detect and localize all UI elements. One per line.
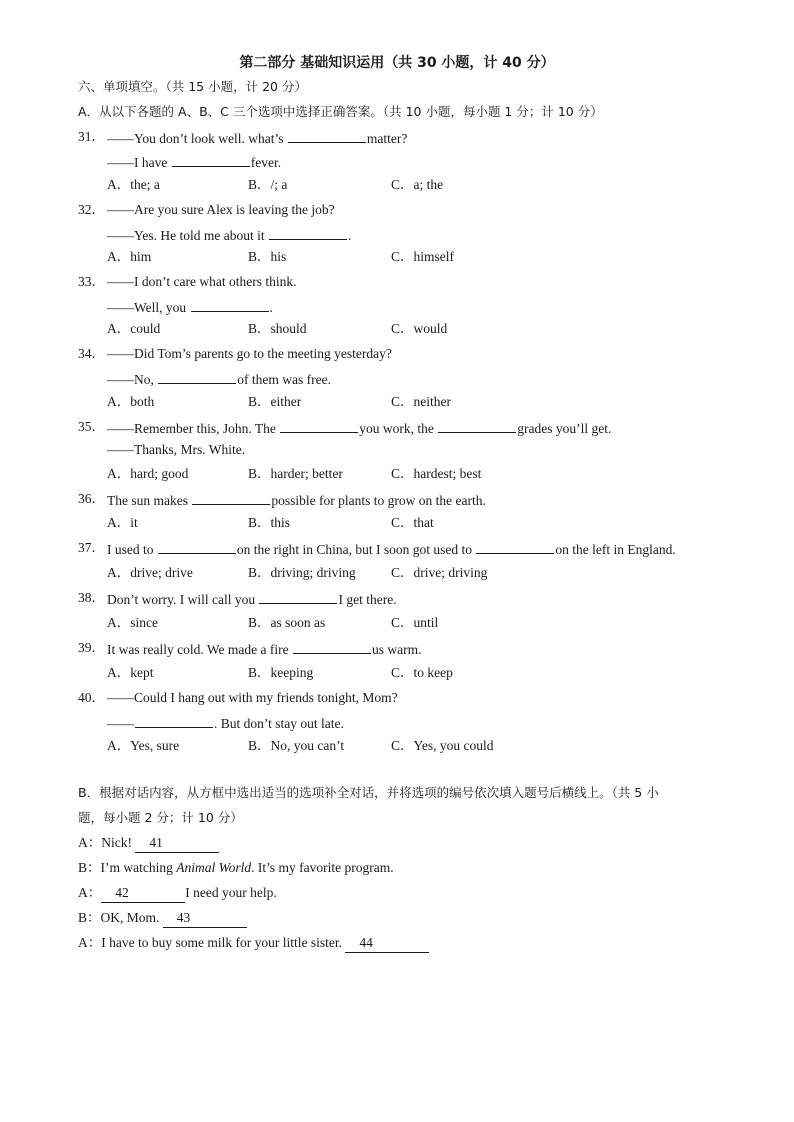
- answer-blank: [438, 418, 516, 433]
- dialogue-line-5: A：I have to buy some milk for your little sister. 44: [78, 934, 429, 953]
- question-line: ——I have fever.: [107, 152, 281, 172]
- question-number: 32．: [78, 202, 105, 217]
- question-number: 40．: [78, 690, 105, 705]
- answer-blank: [158, 369, 236, 384]
- option-b: B．harder; better: [248, 466, 343, 481]
- question-line: ——Remember this, John. The you work, the grades you’ll get.: [107, 418, 611, 438]
- question-line: ——Yes. He told me about it .: [107, 225, 351, 245]
- option-b: B．either: [248, 394, 302, 409]
- answer-blank-44: 44: [345, 934, 429, 953]
- dialogue-line-1: A：Nick! 41: [78, 834, 219, 853]
- question-line: ——I don’t care what others think.: [107, 274, 297, 289]
- option-b: B．/; a: [248, 177, 288, 192]
- option-a: A．both: [107, 394, 155, 409]
- option-a: A．Yes, sure: [107, 738, 180, 753]
- answer-blank: [135, 713, 213, 728]
- answer-blank: [269, 225, 347, 240]
- option-c: C．Yes, you could: [391, 738, 494, 753]
- answer-blank: [288, 128, 366, 143]
- answer-blank: [191, 297, 269, 312]
- option-c: C．that: [391, 515, 434, 530]
- option-c: C．neither: [391, 394, 451, 409]
- section-heading: 六、单项填空。（共 15 小题，计 20 分）: [78, 79, 307, 94]
- option-b: B．this: [248, 515, 291, 530]
- question-line: I used to on the right in China, but I soon got used to on the left in England.: [107, 539, 676, 559]
- option-b: B．should: [248, 321, 307, 336]
- question-number: 37．: [78, 540, 105, 555]
- option-c: C．hardest; best: [391, 466, 482, 481]
- question-line: The sun makes possible for plants to grow on the earth.: [107, 490, 486, 510]
- question-number: 35．: [78, 419, 105, 434]
- option-b: B．keeping: [248, 665, 314, 680]
- option-b: B．as soon as: [248, 615, 326, 630]
- option-a: A．kept: [107, 665, 154, 680]
- answer-blank: [280, 418, 358, 433]
- answer-blank: [476, 539, 554, 554]
- answer-blank-41: 41: [135, 834, 219, 853]
- question-number: 36．: [78, 491, 105, 506]
- question-line: ——Thanks, Mrs. White.: [107, 442, 246, 457]
- question-number: 34．: [78, 346, 105, 361]
- answer-blank: [172, 152, 250, 167]
- dialogue-line-2: B：I’m watching Animal World. It’s my favorite program.: [78, 860, 394, 875]
- question-line: ——Well, you .: [107, 297, 273, 317]
- option-b: B．his: [248, 249, 287, 264]
- question-number: 38．: [78, 590, 105, 605]
- answer-blank: [293, 639, 371, 654]
- option-a: A．hard; good: [107, 466, 189, 481]
- question-number: 31．: [78, 129, 105, 144]
- option-a: A．could: [107, 321, 161, 336]
- answer-blank: [158, 539, 236, 554]
- question-line: ——No, of them was free.: [107, 369, 331, 389]
- answer-blank: [259, 589, 337, 604]
- option-c: C．a; the: [391, 177, 444, 192]
- option-c: C．until: [391, 615, 439, 630]
- part-a-instructions: A．从以下各题的 A、B、C 三个选项中选择正确答案。（共 10 小题，每小题 1 分；计 10 分）: [78, 104, 603, 119]
- option-c: C．would: [391, 321, 448, 336]
- answer-blank-43: 43: [163, 909, 247, 928]
- option-c: C．himself: [391, 249, 454, 264]
- option-a: A．the; a: [107, 177, 160, 192]
- option-c: C．drive; driving: [391, 565, 488, 580]
- dialogue-line-4: B：OK, Mom. 43: [78, 909, 247, 928]
- question-line: It was really cold. We made a fire us warm.: [107, 639, 421, 659]
- question-line: ——Did Tom’s parents go to the meeting yesterday?: [107, 346, 392, 361]
- question-line: —— . But don’t stay out late.: [107, 713, 344, 733]
- question-number: 39．: [78, 640, 105, 655]
- option-a: A．him: [107, 249, 152, 264]
- option-b: B．driving; driving: [248, 565, 356, 580]
- answer-blank-42: 42: [101, 884, 185, 903]
- question-line: ——Could I hang out with my friends tonight, Mom?: [107, 690, 398, 705]
- answer-blank: [192, 490, 270, 505]
- option-a: A．it: [107, 515, 138, 530]
- option-c: C．to keep: [391, 665, 453, 680]
- page-title: 第二部分 基础知识运用（共 30 小题，计 40 分）: [239, 55, 555, 71]
- option-a: A．drive; drive: [107, 565, 193, 580]
- question-number: 33．: [78, 274, 105, 289]
- question-line: ——You don’t look well. what’s matter?: [107, 128, 407, 148]
- question-line: Don’t worry. I will call you I get there.: [107, 589, 397, 609]
- option-a: A．since: [107, 615, 158, 630]
- dialogue-line-3: A： 42 I need your help.: [78, 884, 277, 903]
- question-line: ——Are you sure Alex is leaving the job?: [107, 202, 335, 217]
- option-b: B．No, you can’t: [248, 738, 345, 753]
